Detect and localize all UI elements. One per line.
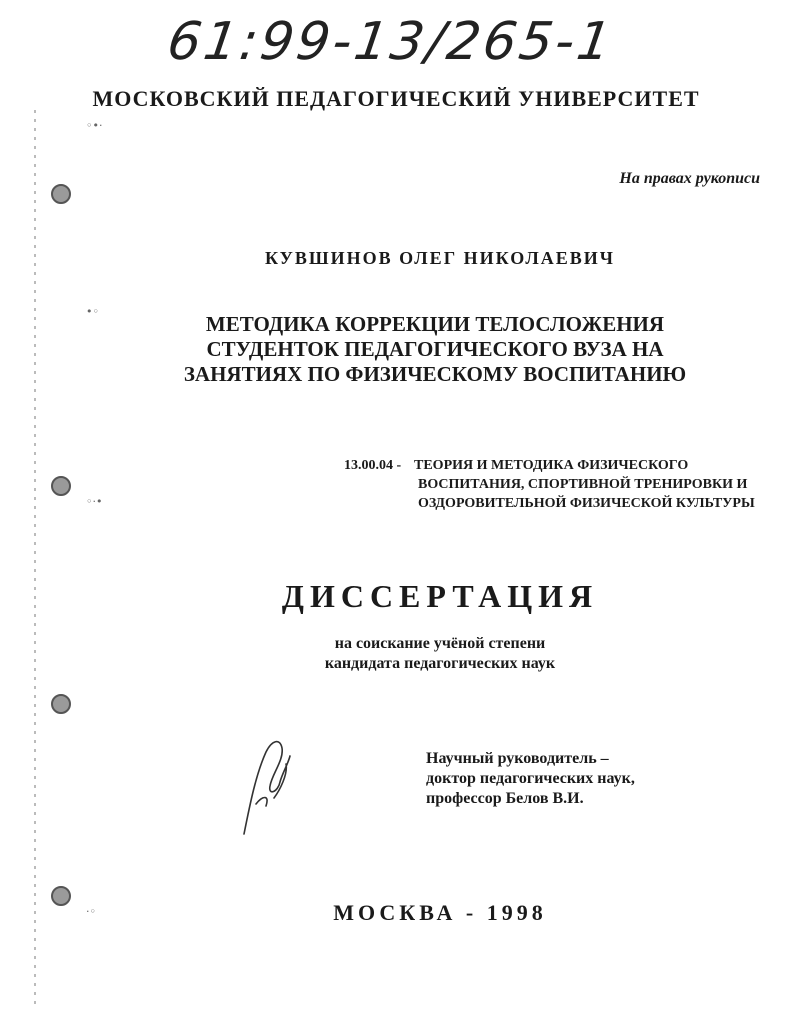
scan-speckle: ·◦ bbox=[86, 905, 96, 918]
specialty-code: 13.00.04 - bbox=[344, 458, 402, 473]
specialty-line: ТЕОРИЯ И МЕТОДИКА ФИЗИЧЕСКОГО bbox=[414, 458, 689, 473]
scan-speckle: •◦ bbox=[86, 305, 99, 318]
signature-scribble bbox=[236, 734, 296, 838]
supervisor-line: доктор педагогических наук, bbox=[426, 770, 635, 787]
author-name: КУВШИНОВ ОЛЕГ НИКОЛАЕВИЧ bbox=[264, 248, 615, 268]
city-year: МОСКВА - 1998 bbox=[333, 900, 547, 925]
scan-binding-edge bbox=[34, 110, 36, 1010]
degree-line: кандидата педагогических наук bbox=[324, 655, 556, 672]
title-line: СТУДЕНТОК ПЕДАГОГИЧЕСКОГО ВУЗА НА bbox=[206, 337, 664, 361]
scan-speckle: ◦·• bbox=[86, 495, 103, 508]
degree-block bbox=[0, 634, 792, 674]
degree-line: на соискание учёной степени bbox=[334, 635, 546, 652]
scan-speckle: ◦•· bbox=[86, 119, 103, 132]
binding-hole bbox=[51, 476, 71, 496]
supervisor-line: профессор Белов В.И. bbox=[426, 790, 584, 807]
binding-hole bbox=[51, 694, 71, 714]
manuscript-rights-note: На правах рукописи bbox=[619, 170, 760, 187]
document-type: ДИССЕРТАЦИЯ bbox=[281, 578, 599, 614]
specialty-line: ВОСПИТАНИЯ, СПОРТИВНОЙ ТРЕНИРОВКИ И bbox=[418, 477, 748, 492]
specialty-line: ОЗДОРОВИТЕЛЬНОЙ ФИЗИЧЕСКОЙ КУЛЬТУРЫ bbox=[418, 496, 755, 511]
supervisor-block bbox=[426, 749, 635, 809]
university-name: МОСКОВСКИЙ ПЕДАГОГИЧЕСКИЙ УНИВЕРСИТЕТ bbox=[92, 86, 700, 111]
title-line: МЕТОДИКА КОРРЕКЦИИ ТЕЛОСЛОЖЕНИЯ bbox=[205, 312, 665, 336]
archive-number-handwritten: 61:99-13/265-1 bbox=[163, 12, 618, 72]
dissertation-title bbox=[130, 312, 740, 387]
supervisor-line: Научный руководитель – bbox=[426, 750, 609, 767]
binding-hole bbox=[51, 184, 71, 204]
title-line: ЗАНЯТИЯХ ПО ФИЗИЧЕСКОМУ ВОСПИТАНИЮ bbox=[183, 362, 687, 386]
